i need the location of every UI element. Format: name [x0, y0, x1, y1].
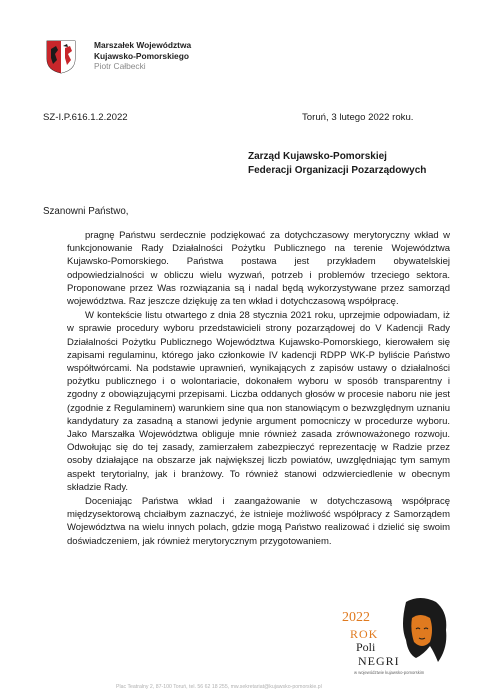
coat-of-arms-icon — [46, 40, 76, 74]
addressee-block — [248, 150, 426, 178]
sender-name: Piotr Całbecki — [94, 61, 146, 71]
addressee-line-1: Zarząd Kujawsko-Pomorskiej — [248, 151, 387, 162]
logo-tagline: w województwie kujawsko-pomorskim — [354, 670, 425, 675]
reference-number: SZ-I.P.616.1.2.2022 — [43, 112, 128, 123]
footer-contact: Plac Teatralny 2, 87-100 Toruń, tel. 56 62 18 255, mw.sekretariat@kujawsko-pomorskie.pl — [116, 684, 322, 690]
addressee-line-2: Federacji Organizacji Pozarządowych — [248, 165, 427, 176]
logo-negri: NEGRI — [358, 654, 400, 668]
salutation: Szanowni Państwo, — [43, 206, 129, 217]
logo-rok: ROK — [350, 627, 379, 641]
sender-title: Marszałek Województwa — [94, 40, 192, 50]
logo-year: 2022 — [342, 610, 370, 625]
letter-body — [67, 229, 450, 549]
sender-region: Kujawsko-Pomorskiego — [94, 50, 189, 61]
paragraph-3: Doceniając Państwa wkład i zaangażowanie w dotychczasową współpracę międzysektorową chciałbym zaznaczyć, że istnieje możliwość współpracy z Samorządem Województwa na wielu innych polach, gdzie mogą Państwo realizować i dzielić się swoim doświadczeniem, jak również merytorycznym przygotowaniem. — [67, 496, 450, 547]
paragraph-1: pragnę Państwu serdecznie podziękować za dotychczasowy merytoryczny wkład w funkcjonowanie Rady Działalności Pożytku Publicznego na terenie Województwa Kujawsko-Pomorskiego. Państwa postawa jest przykładem obywatelskiej odpowiedzialności w obliczu wielu wyzwań, potrzeb i problemów trzeciego sektora. Proponowane przez Was rozwiązania są i nadal będą wykorzystywane przez samorząd województwa. Raz jeszcze dziękuję za ten wkład i dotychczasową współpracę. — [67, 230, 450, 308]
paragraph-2: W kontekście listu otwartego z dnia 28 stycznia 2021 roku, uprzejmie odpowiadam, iż w sprawie procedury wyboru przedstawicieli strony pozarządowej do V Kadencji Rady Działalności Pożytku Publicznego Województwa Kujawsko-Pomorskiego, kierowałem się zapisami regulaminu, którego jako członkowie IV kadencji RDPP WK-P byliście Państwo współtwórcami. Na podstawie uprawnień, wynikających z zapisów ustawy o działalności pożytku publicznego i o wolontariacie, dokonałem wyboru w sposób transparentny i zgodny z obowiązującymi przepisami. Liczba oddanych głosów w procesie naboru nie jest (zgodnie z Regulaminem) warunkiem sine qua non stanowiącym o bezwzględnym uznaniu kandydatury za zasadną a stanowi jedynie argument pomocniczy w procedurze wyboru. Jako Marszałka Województwa obliguje mnie również zasada zrównoważonego rozwoju. Odwołując się do tej zasady, zamierzałem zabezpieczyć reprezentację w Radzie przez osoby działające na obszarze jak największej liczb powiatów, uwzględniając tym samym aspekt terytorialny, jak i branżowy. To również stanowi odzwierciedlenie w obecnym składzie Rady. — [67, 310, 450, 493]
sender-header — [94, 40, 191, 72]
logo-poli: Poli — [356, 640, 376, 654]
poli-negri-logo — [336, 596, 456, 676]
letter-date: Toruń, 3 lutego 2022 roku. — [302, 112, 414, 123]
